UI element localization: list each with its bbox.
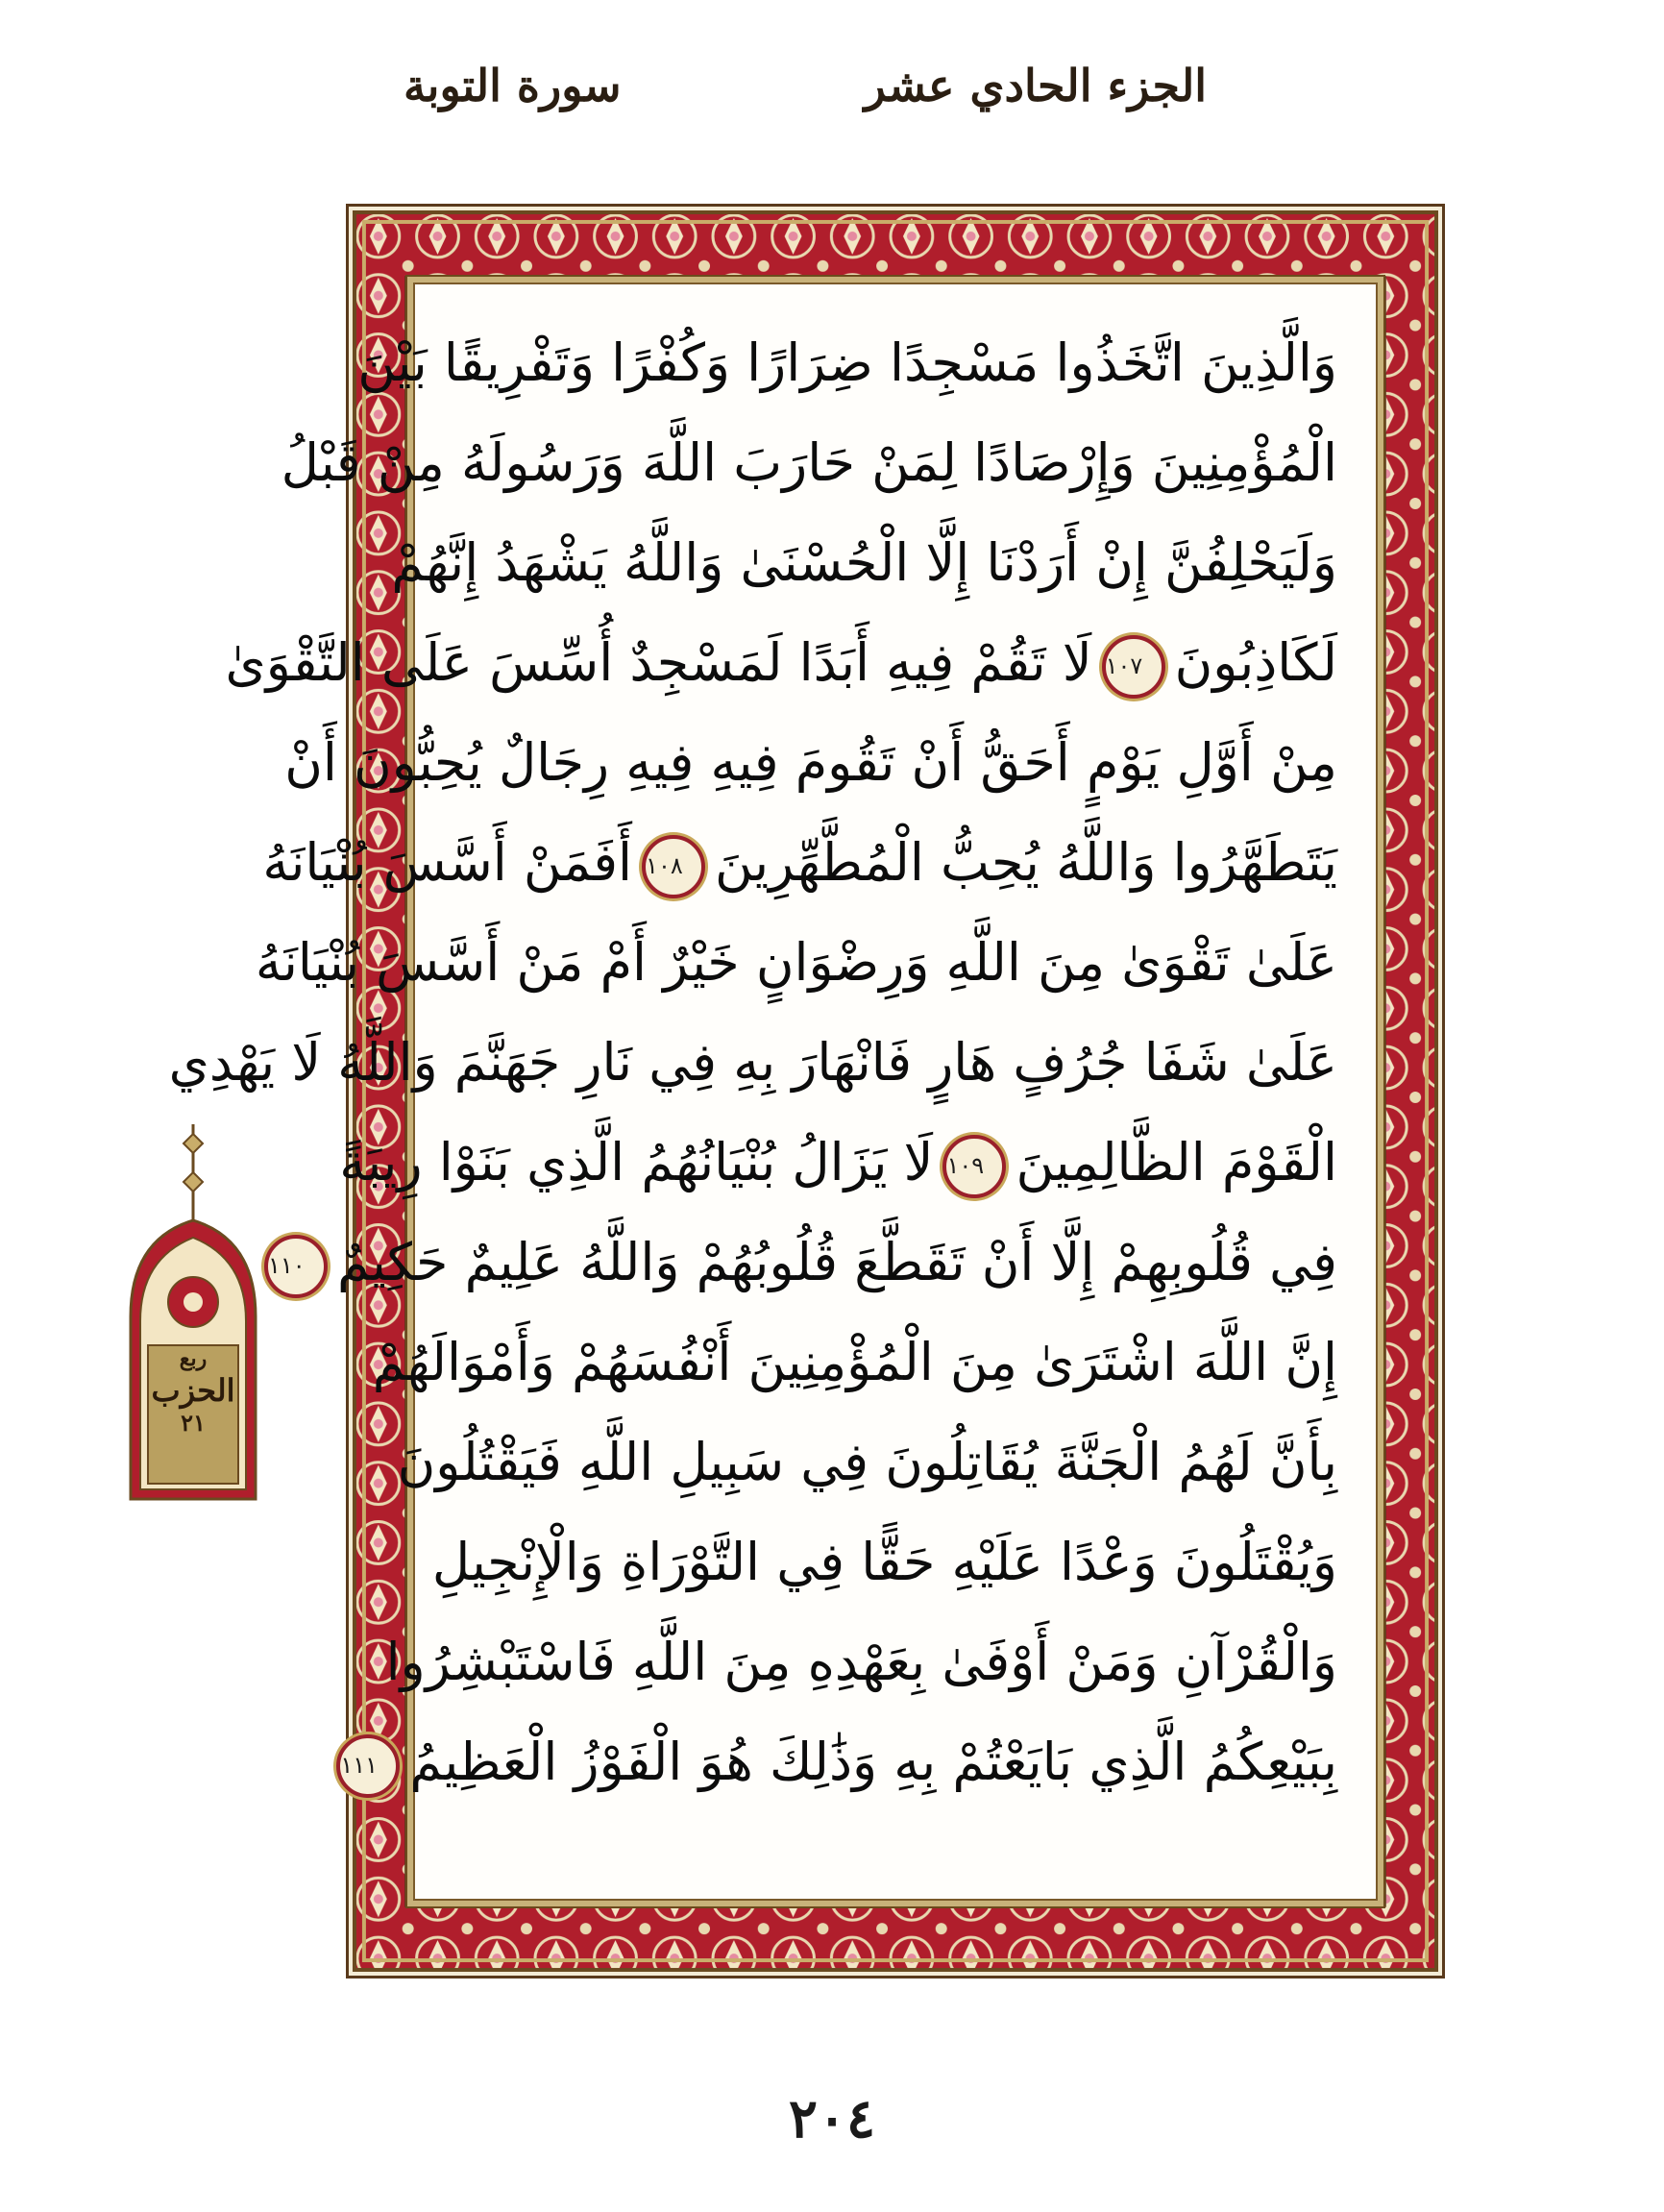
line-6-end: أَفَمَنْ أَسَّسَ بُنْيَانَهُ [262, 832, 633, 893]
text-line-7: عَلَىٰ تَقْوَىٰ مِنَ اللَّهِ وَرِضْوَانٍ خَيْرٌ أَمْ مَنْ أَسَّسَ بُنْيَانَهُ [255, 932, 1337, 993]
text-line-6 [262, 813, 1337, 913]
text-line-2: الْمُؤْمِنِينَ وَإِرْصَادًا لِمَنْ حَارَبَ اللَّهَ وَرَسُولَهُ مِنْ قَبْلُ [281, 432, 1337, 493]
hizb-label [140, 1345, 246, 1438]
line-9-end: لَا يَزَالُ بُنْيَانُهُمُ الَّذِي بَنَوْا رِيبَةً [339, 1132, 934, 1192]
text-line-14: وَالْقُرْآنِ وَمَنْ أَوْفَىٰ بِعَهْدِهِ مِنَ اللَّهِ فَاسْتَبْشِرُوا [385, 1632, 1337, 1692]
ayah-number-108: ١٠٨ [642, 835, 705, 898]
line-15-text: بِبَيْعِكُمُ الَّذِي بَايَعْتُمْ بِهِ وَذَٰلِكَ هُوَ الْفَوْزُ الْعَظِيمُ [409, 1732, 1337, 1792]
text-line-10 [267, 1213, 1337, 1313]
juz-title: الجزء الحادي عشر [864, 60, 1207, 111]
text-line-5: مِنْ أَوَّلِ يَوْمٍ أَحَقُّ أَنْ تَقُومَ فِيهِ فِيهِ رِجَالٌ يُحِبُّونَ أَنْ [284, 732, 1337, 793]
text-line-11: إِنَّ اللَّهَ اشْتَرَىٰ مِنَ الْمُؤْمِنِينَ أَنْفُسَهُمْ وَأَمْوَالَهُمْ [372, 1332, 1337, 1392]
hizb-marker-ornament [125, 1124, 261, 1499]
text-line-3: وَلَيَحْلِفُنَّ إِنْ أَرَدْنَا إِلَّا الْحُسْنَىٰ وَاللَّهُ يَشْهَدُ إِنَّهُمْ [391, 532, 1337, 593]
line-4-start: لَكَاذِبُونَ [1174, 632, 1337, 693]
page-number: ٢٠٤ [788, 2087, 876, 2151]
text-line-13: وَيُقْتَلُونَ وَعْدًا عَلَيْهِ حَقًّا فِي التَّوْرَاةِ وَالْإِنْجِيلِ [431, 1532, 1337, 1592]
line-4-end: لَا تَقُمْ فِيهِ أَبَدًا لَمَسْجِدٌ أُسِّسَ عَلَى التَّقْوَىٰ [225, 632, 1092, 693]
text-line-4 [225, 613, 1337, 713]
hizb-quarter: ربع [179, 1346, 208, 1371]
text-line-12: بِأَنَّ لَهُمُ الْجَنَّةَ يُقَاتِلُونَ فِي سَبِيلِ اللَّهِ فَيَقْتُلُونَ [397, 1432, 1337, 1492]
line-9-start: الْقَوْمَ الظَّالِمِينَ [1016, 1132, 1337, 1192]
ayah-number-107: ١٠٧ [1102, 635, 1165, 699]
ayah-number-111: ١١١ [336, 1734, 400, 1798]
surah-title: سورة التوبة [404, 60, 622, 111]
hizb-number: ٢١ [181, 1409, 206, 1437]
line-6-start: يَتَطَهَّرُوا وَاللَّهُ يُحِبُّ الْمُطَّهِّرِينَ [715, 832, 1337, 893]
text-line-9 [339, 1113, 1337, 1213]
line-10-text: فِي قُلُوبِهِمْ إِلَّا أَنْ تَقَطَّعَ قُلُوبُهُمْ وَاللَّهُ عَلِيمٌ حَكِيمٌ [336, 1232, 1337, 1292]
ayah-number-109: ١٠٩ [942, 1135, 1006, 1198]
text-line-8: عَلَىٰ شَفَا جُرُفٍ هَارٍ فَانْهَارَ بِهِ فِي نَارِ جَهَنَّمَ وَاللَّهُ لَا يَهْدِي [168, 1032, 1337, 1093]
text-line-15 [340, 1712, 1337, 1812]
text-line-1: وَالَّذِينَ اتَّخَذُوا مَسْجِدًا ضِرَارًا وَكُفْرًا وَتَفْرِيقًا بَيْنَ [357, 332, 1337, 393]
ayah-number-110: ١١٠ [264, 1235, 328, 1298]
hizb-word: الحزب [151, 1372, 235, 1409]
